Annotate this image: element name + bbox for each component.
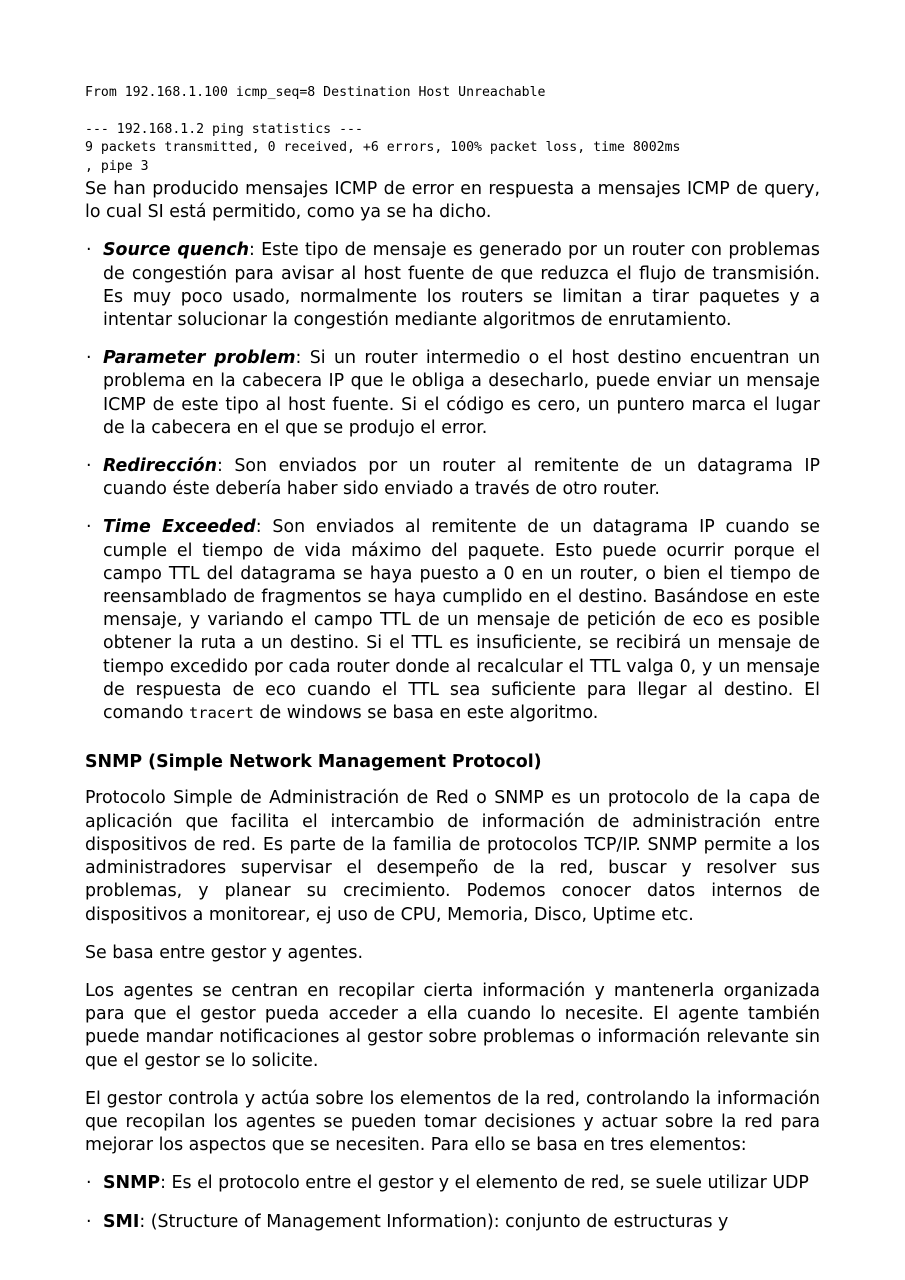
bullet-separator: : xyxy=(255,517,273,538)
list-item xyxy=(85,516,820,725)
bullet-text: Es el protocolo entre el gestor y el elemento de red, se suele utilizar UDP xyxy=(171,1173,809,1194)
bullet-marker-icon: · xyxy=(86,1211,92,1232)
bullet-text-continued: de windows se basa en este algoritmo. xyxy=(253,703,599,724)
inline-code-tracert: tracert xyxy=(189,704,254,723)
list-item xyxy=(85,1172,820,1195)
bullet-text: Son enviados por un router al remitente de un datagrama IP cuando éste debería haber sido enviado a través de otro router. xyxy=(103,456,820,500)
bullet-term: Parameter problem xyxy=(103,348,296,369)
spacer xyxy=(85,1157,820,1172)
spacer xyxy=(85,1073,820,1088)
bullet-separator: : xyxy=(160,1173,172,1194)
list-item xyxy=(85,347,820,440)
bullet-separator: : xyxy=(249,240,262,261)
spacer xyxy=(85,725,820,751)
snmp-paragraph-3: Los agentes se centran en recopilar cierta información y mantenerla organizada para que el gestor pueda acceder a ella cuando lo necesite. El agente también puede mandar notificaciones al gestor sobre problemas o información relevante sin que el gestor se lo solicite. xyxy=(85,980,820,1071)
bullet-separator: : xyxy=(217,456,235,477)
spacer xyxy=(85,927,820,942)
bullet-marker-icon: · xyxy=(86,240,92,261)
snmp-paragraph-1: Protocolo Simple de Administración de Red o SNMP es un protocolo de la capa de aplicación que facilita el intercambio de información de administración entre dispositivos de red. Es parte de la familia de protocolos TCP/IP. SNMP permite a los administradores supervisar el desempeño de la red, buscar y resolver sus problemas, y planear su crecimiento. Podemos conocer datos internos de dispositivos a monitorear, ej uso de CPU, Memoria, Disco, Uptime etc. xyxy=(85,788,820,925)
bullet-marker-icon: · xyxy=(86,348,92,369)
bullet-text: Este tipo de mensaje es generado por un router con problemas de congestión para avisar al host fuente de que reduzca el flujo de transmisión. Es muy poco usado, normalmente los routers se limitan a tirar paquetes y a intentar solucionar la congestión mediante algoritmos de enrutamiento. xyxy=(103,240,820,331)
terminal-line-2: --- 192.168.1.2 ping statistics --- xyxy=(85,121,363,137)
list-item xyxy=(85,239,820,332)
spacer xyxy=(85,224,820,239)
snmp-paragraph-4: El gestor controla y actúa sobre los elementos de la red, controlando la información que recopilan los agentes se pueden tomar decisiones y actuar sobre la red para mejorar los aspectos que se necesiten. Para ello se basa en tres elementos: xyxy=(85,1088,820,1156)
bullet-marker-icon: · xyxy=(86,1173,92,1194)
list-item xyxy=(85,1211,820,1234)
icmp-bullet-list xyxy=(85,239,820,725)
bullet-term: SNMP xyxy=(103,1173,161,1194)
bullet-text: Si un router intermedio o el host destino encuentran un problema en la cabecera IP que le obliga a desecharlo, puede enviar un mensaje ICMP de este tipo al host fuente. Si el código es cero, un puntero marca el lugar de la cabecera en el que se produjo el error. xyxy=(103,348,820,438)
bullet-text: Son enviados al remitente de un datagrama IP cuando se cumple el tiempo de vida máximo del paquete. Esto puede ocurrir porque el campo TTL del datagrama se haya puesto a 0 en un router, o bien el tiempo de reensamblado de fragmentos se haya cumplido en el destino. Basándose en este mensaje, y variando el campo TTL de un mensaje de petición de eco es posible obtener la ruta a un destino. Si el TTL es insuficiente, se recibirá un mensaje de tiempo excedido por cada router donde al recalcular el TTL valga 0, y un mensaje de respuesta de eco cuando el TTL sea suficiente para llegar al destino. El comando xyxy=(103,517,820,724)
terminal-blank-line xyxy=(85,102,820,120)
terminal-line-4: , pipe 3 xyxy=(85,158,149,174)
terminal-line-3: 9 packets transmitted, 0 received, +6 errors, 100% packet loss, time 8002ms xyxy=(85,140,681,156)
spacer xyxy=(85,965,820,980)
bullet-marker-icon: · xyxy=(86,456,92,477)
snmp-paragraph-2: Se basa entre gestor y agentes. xyxy=(85,942,364,963)
bullet-separator: : xyxy=(295,348,310,369)
bullet-term: Source quench xyxy=(103,240,250,261)
terminal-line-1: From 192.168.1.100 icmp_seq=8 Destination Host Unreachable xyxy=(85,85,546,100)
bullet-term: Time Exceeded xyxy=(103,517,256,538)
bullet-term: SMI xyxy=(103,1211,140,1232)
section-heading-snmp: SNMP (Simple Network Management Protocol) xyxy=(85,752,542,773)
bullet-text: (Structure of Management Information): conjunto de estructuras y xyxy=(150,1211,729,1232)
bullet-term: Redirección xyxy=(103,456,218,477)
spacer xyxy=(85,774,820,787)
document-content xyxy=(85,84,820,1234)
intro-paragraph: Se han producido mensajes ICMP de error en respuesta a mensajes ICMP de query, lo cual SI está permitido, como ya se ha dicho. xyxy=(85,179,820,223)
terminal-output-block xyxy=(85,84,820,176)
snmp-elements-list xyxy=(85,1172,820,1233)
list-item xyxy=(85,455,820,501)
bullet-separator: : xyxy=(139,1211,151,1232)
bullet-marker-icon: · xyxy=(86,517,92,538)
